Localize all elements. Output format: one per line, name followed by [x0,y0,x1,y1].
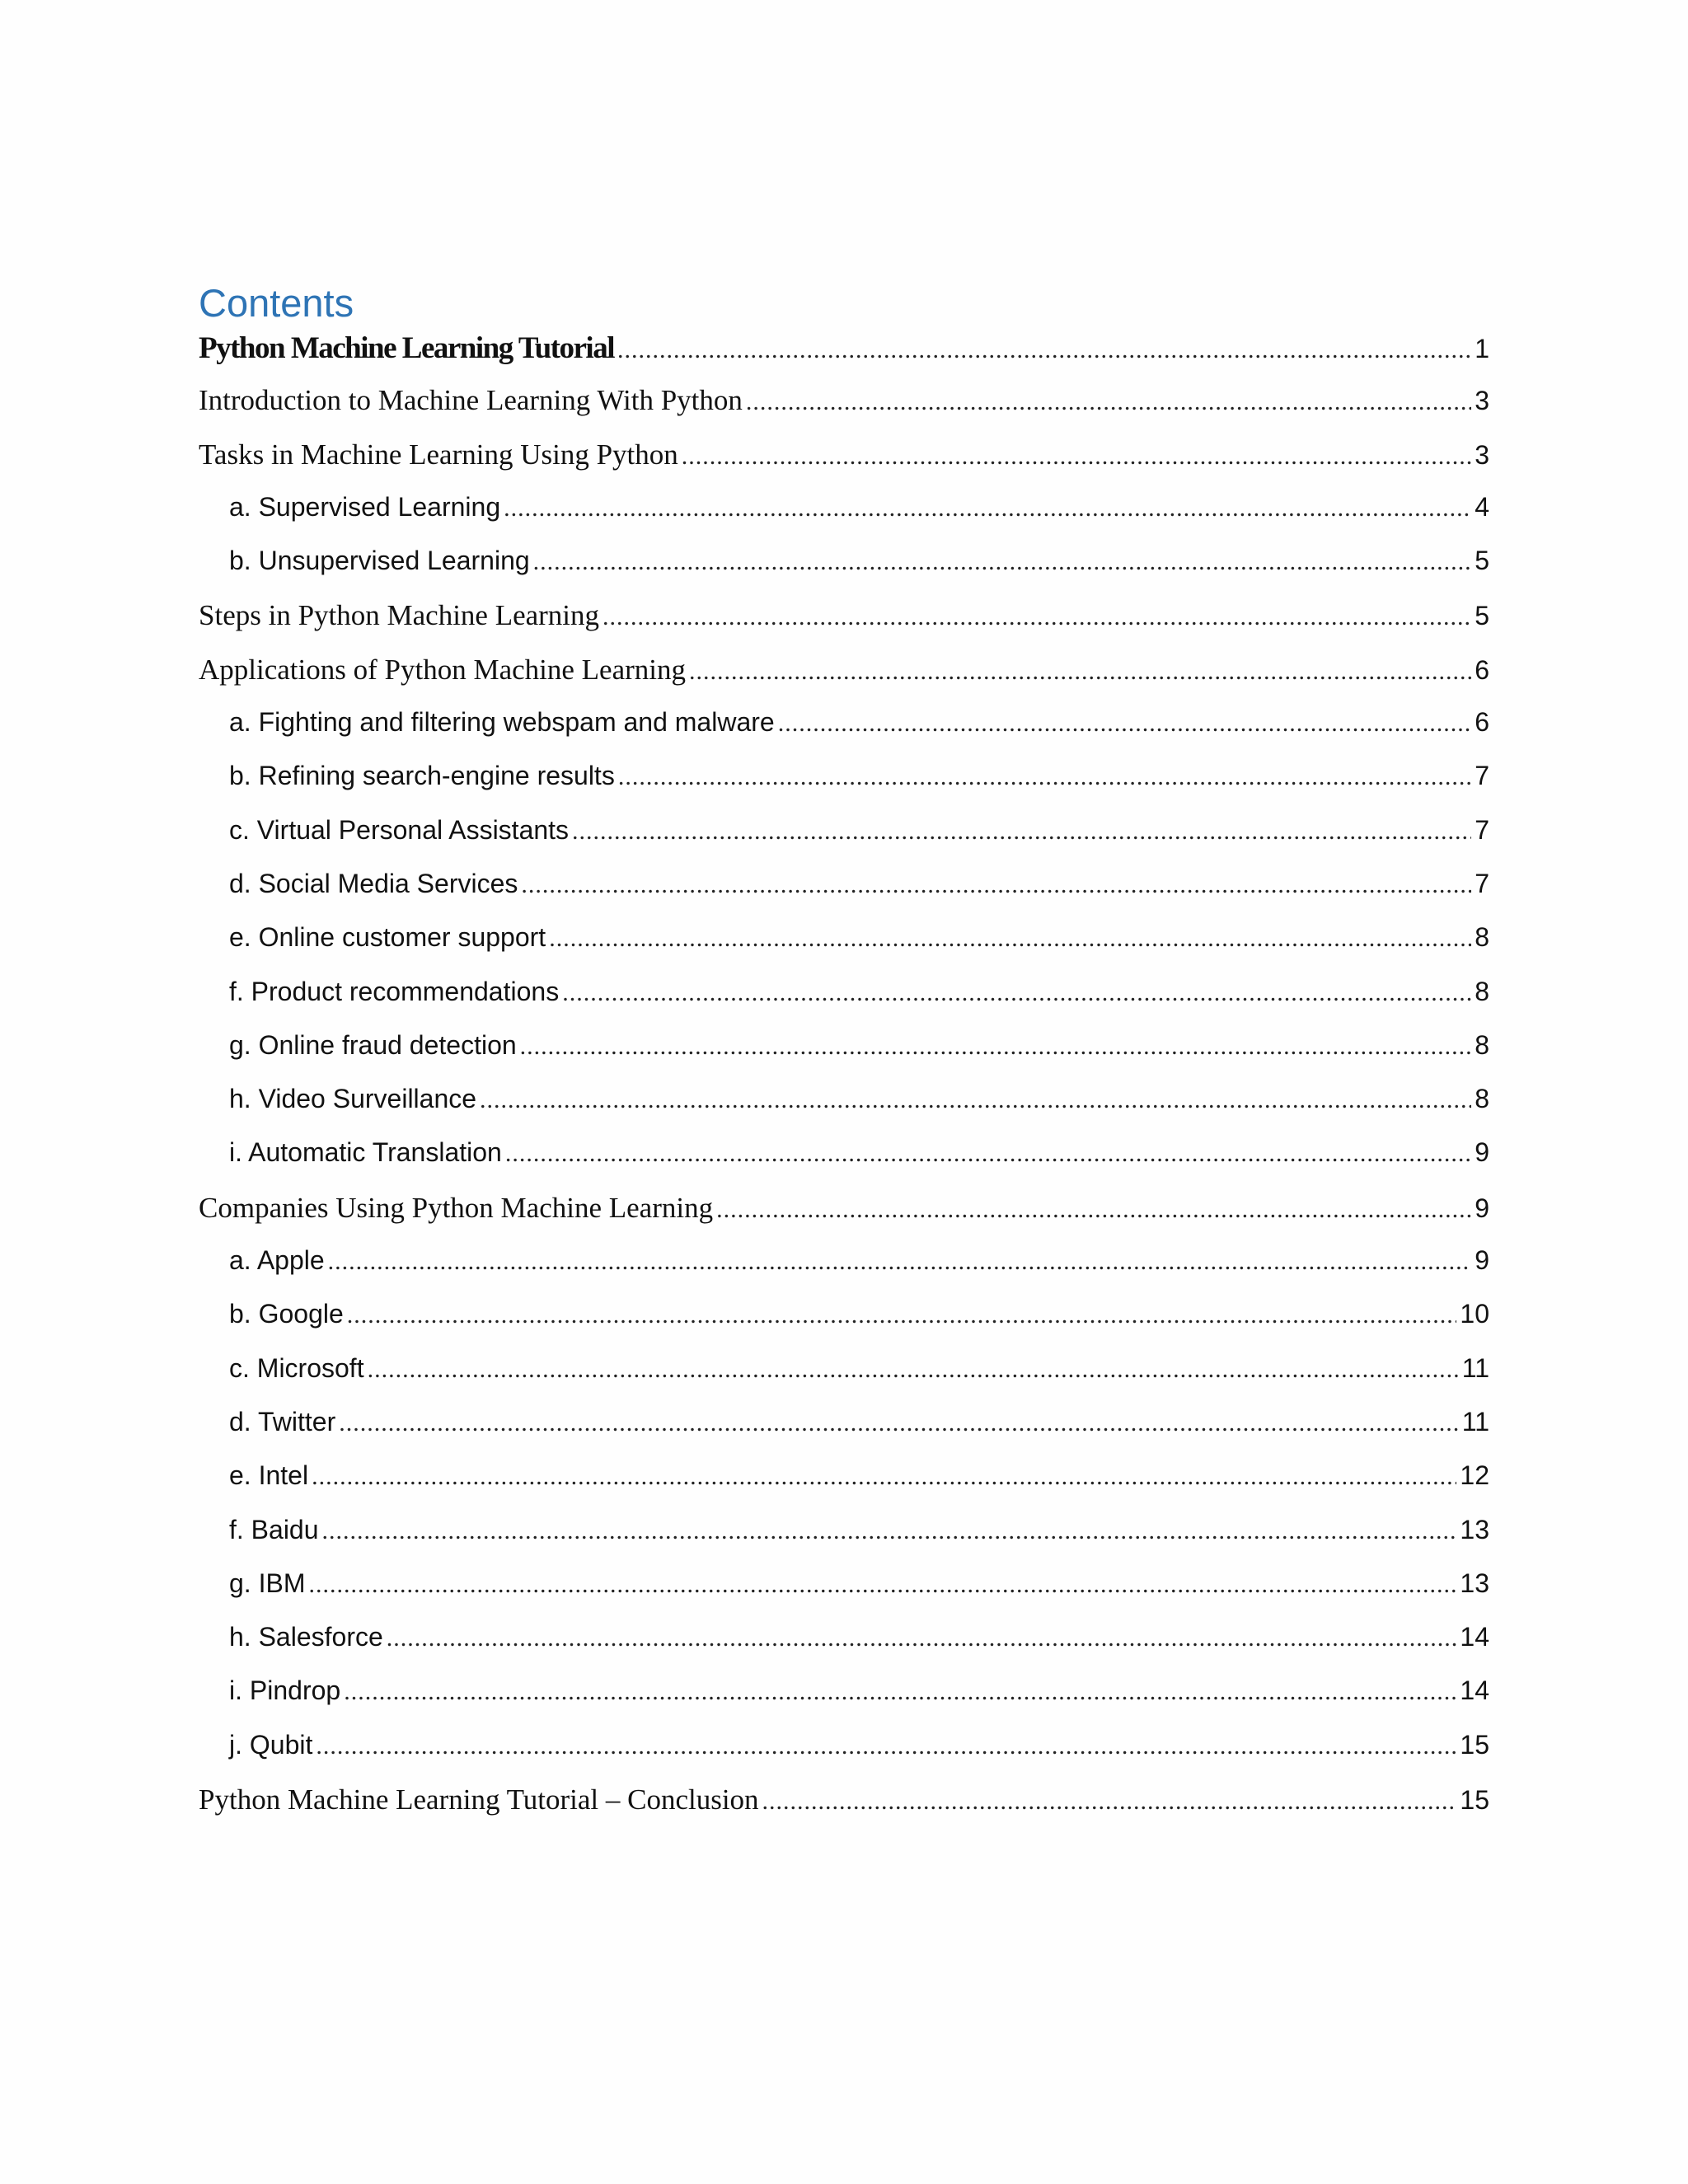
dot-leader [328,1248,1472,1276]
toc-entry-page-number: 6 [1475,707,1489,738]
toc-entry-label: g. IBM [229,1568,306,1598]
toc-entry-google[interactable] [199,1299,1489,1352]
dot-leader [308,1571,1456,1599]
toc-entry-page-number: 15 [1460,1785,1489,1816]
dot-leader [312,1463,1456,1491]
toc-entry-label: f. Baidu [229,1514,319,1544]
toc-entry-page-number: 3 [1475,386,1489,416]
dot-leader [762,1788,1457,1816]
toc-entry-label: j. Qubit [229,1729,313,1760]
toc-entry-label: Python Machine Learning Tutorial – Conclusion [199,1783,759,1816]
toc-entry-page-number: 5 [1475,546,1489,576]
toc-entry-label: i. Pindrop [229,1675,341,1706]
toc-entry-label: a. Apple [229,1245,325,1276]
dot-leader [504,494,1471,523]
dot-leader [778,710,1472,738]
toc-entry-label: e. Intel [229,1460,309,1491]
toc-entry-python-machine-learning-tutorial[interactable] [199,330,1489,384]
toc-entry-label: Steps in Python Machine Learning [199,599,600,632]
toc-entry-virtual-assistants[interactable] [199,815,1489,869]
toc-entry-label: a. Fighting and filtering webspam and malware [229,707,775,738]
toc-entry-page-number: 8 [1475,922,1489,953]
toc-entry-page-number: 11 [1461,1406,1489,1436]
dot-leader [520,1033,1472,1061]
toc-list [199,330,1489,1837]
toc-entry-page-number: 8 [1475,1084,1489,1114]
dot-leader [533,548,1472,576]
toc-entry-page-number: 9 [1475,1137,1489,1168]
toc-entry-introduction[interactable] [199,384,1489,438]
dot-leader [339,1409,1459,1437]
toc-entry-unsupervised-learning[interactable] [199,546,1489,599]
dot-leader [521,871,1471,899]
toc-entry-page-number: 7 [1475,761,1489,791]
dot-leader [603,603,1471,631]
dot-leader [316,1732,1456,1760]
dot-leader [549,925,1471,953]
dot-leader [322,1517,1457,1545]
toc-entry-applications[interactable] [199,654,1489,707]
toc-entry-label: b. Refining search-engine results [229,761,615,791]
toc-entry-label: Tasks in Machine Learning Using Python [199,438,678,471]
dot-leader [505,1140,1471,1168]
table-of-contents [199,276,1489,1837]
toc-entry-page-number: 9 [1475,1245,1489,1276]
toc-entry-page-number: 6 [1475,654,1489,685]
dot-leader [562,979,1471,1007]
toc-entry-pindrop[interactable] [199,1675,1489,1729]
toc-entry-label: b. Google [229,1299,344,1329]
toc-entry-microsoft[interactable] [199,1353,1489,1407]
toc-entry-supervised-learning[interactable] [199,492,1489,546]
toc-entry-steps[interactable] [199,599,1489,653]
toc-entry-label: h. Salesforce [229,1622,383,1652]
toc-entry-apple[interactable] [199,1245,1489,1299]
toc-entry-label: d. Twitter [229,1406,336,1436]
toc-entry-label: Python Machine Learning Tutorial [199,331,614,365]
toc-entry-page-number: 14 [1460,1622,1489,1652]
toc-entry-label: i. Automatic Translation [229,1137,502,1168]
toc-entry-label: d. Social Media Services [229,868,518,898]
toc-entry-social-media[interactable] [199,869,1489,922]
dot-leader [344,1678,1456,1706]
toc-entry-baidu[interactable] [199,1515,1489,1568]
toc-entry-page-number: 7 [1475,868,1489,898]
dot-leader [618,763,1471,791]
toc-entry-page-number: 15 [1460,1729,1489,1760]
toc-entry-page-number: 5 [1475,601,1489,631]
toc-entry-label: g. Online fraud detection [229,1029,517,1060]
toc-entry-page-number: 14 [1460,1675,1489,1706]
toc-entry-label: h. Video Surveillance [229,1084,477,1114]
toc-entry-page-number: 4 [1475,491,1489,522]
toc-entry-automatic-translation[interactable] [199,1137,1489,1191]
toc-entry-tasks[interactable] [199,438,1489,492]
toc-entry-label: a. Supervised Learning [229,491,501,522]
dot-leader [689,658,1471,686]
toc-entry-salesforce[interactable] [199,1622,1489,1675]
toc-entry-page-number: 10 [1460,1299,1489,1329]
toc-entry-page-number: 13 [1460,1568,1489,1598]
dot-leader [746,388,1471,416]
toc-entry-fraud-detection[interactable] [199,1030,1489,1084]
dot-leader [480,1086,1471,1114]
toc-entry-ibm[interactable] [199,1568,1489,1622]
toc-entry-customer-support[interactable] [199,922,1489,976]
toc-entry-twitter[interactable] [199,1407,1489,1460]
toc-entry-page-number: 13 [1460,1514,1489,1544]
toc-entry-qubit[interactable] [199,1730,1489,1783]
toc-entry-page-number: 8 [1475,976,1489,1006]
dot-leader [572,818,1471,846]
dot-leader [387,1624,1457,1652]
toc-entry-page-number: 12 [1460,1460,1489,1491]
dot-leader [347,1301,1457,1329]
toc-entry-label: b. Unsupervised Learning [229,546,530,576]
toc-entry-label: e. Online customer support [229,922,546,953]
toc-entry-intel[interactable] [199,1460,1489,1514]
toc-entry-page-number: 9 [1475,1193,1489,1223]
toc-entry-webspam-malware[interactable] [199,707,1489,761]
toc-entry-page-number: 1 [1475,334,1489,363]
toc-entry-label: Applications of Python Machine Learning [199,653,686,686]
toc-entry-companies[interactable] [199,1192,1489,1245]
toc-entry-label: c. Virtual Personal Assistants [229,814,570,845]
toc-entry-search-engine-results[interactable] [199,761,1489,814]
dot-leader [682,443,1471,471]
toc-entry-page-number: 3 [1475,439,1489,470]
toc-entry-label: c. Microsoft [229,1352,364,1383]
toc-entry-page-number: 8 [1475,1029,1489,1060]
toc-entry-label: Introduction to Machine Learning With Python [199,384,743,417]
toc-entry-label: f. Product recommendations [229,976,560,1006]
toc-entry-conclusion[interactable] [199,1783,1489,1837]
toc-entry-product-recommendations[interactable] [199,977,1489,1030]
dot-leader [716,1196,1471,1224]
toc-entry-label: Companies Using Python Machine Learning [199,1191,714,1224]
toc-heading: Contents [199,281,354,325]
toc-entry-page-number: 7 [1475,814,1489,845]
dot-leader [617,336,1471,364]
dot-leader [368,1356,1459,1384]
toc-entry-page-number: 11 [1461,1352,1489,1383]
toc-entry-video-surveillance[interactable] [199,1084,1489,1137]
